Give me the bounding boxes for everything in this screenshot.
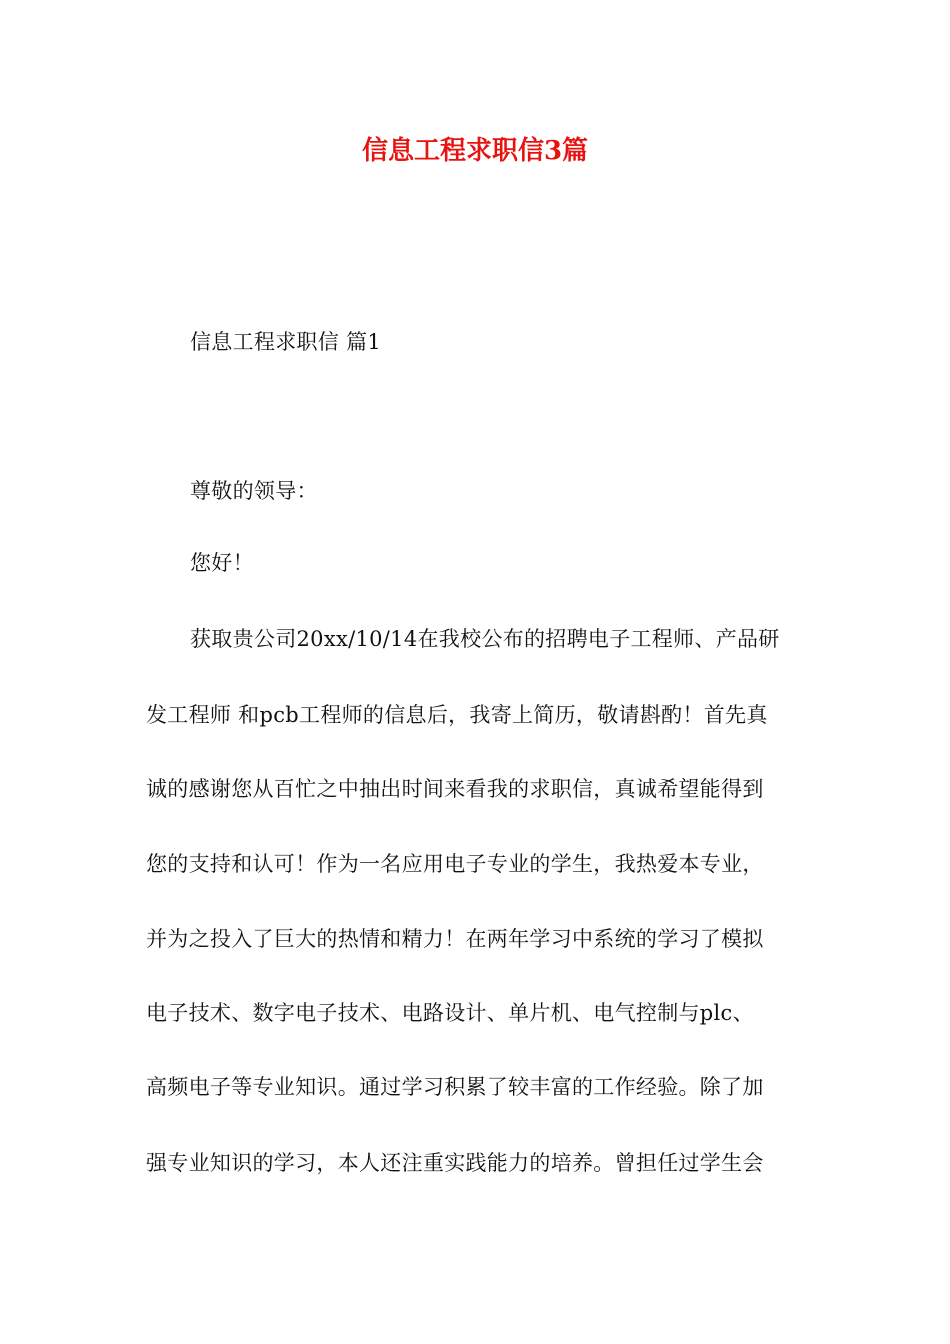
salutation: 尊敬的领导： — [190, 479, 318, 503]
body-line: 诚的感谢您从百忙之中抽出时间来看我的求职信，真诚希望能得到 — [146, 777, 764, 801]
section-heading: 信息工程求职信 篇1 — [190, 330, 382, 354]
body-line: 电子技术、数字电子技术、电路设计、单片机、电气控制与plc、 — [146, 1001, 754, 1025]
body-line: 获取贵公司20xx/10/14在我校公布的招聘电子工程师、产品研 — [190, 627, 780, 651]
body-line: 发工程师 和pcb工程师的信息后，我寄上简历，敬请斟酌！首先真 — [146, 703, 768, 727]
body-line: 强专业知识的学习，本人还注重实践能力的培养。曾担任过学生会 — [146, 1151, 764, 1175]
body-line: 高频电子等专业知识。通过学习积累了较丰富的工作经验。除了加 — [146, 1075, 764, 1099]
greeting: 您好！ — [190, 551, 254, 575]
body-line: 您的支持和认可！作为一名应用电子专业的学生，我热爱本专业， — [146, 852, 764, 876]
document-title: 信息工程求职信3篇 — [361, 136, 589, 166]
body-line: 并为之投入了巨大的热情和精力！在两年学习中系统的学习了模拟 — [146, 927, 764, 951]
